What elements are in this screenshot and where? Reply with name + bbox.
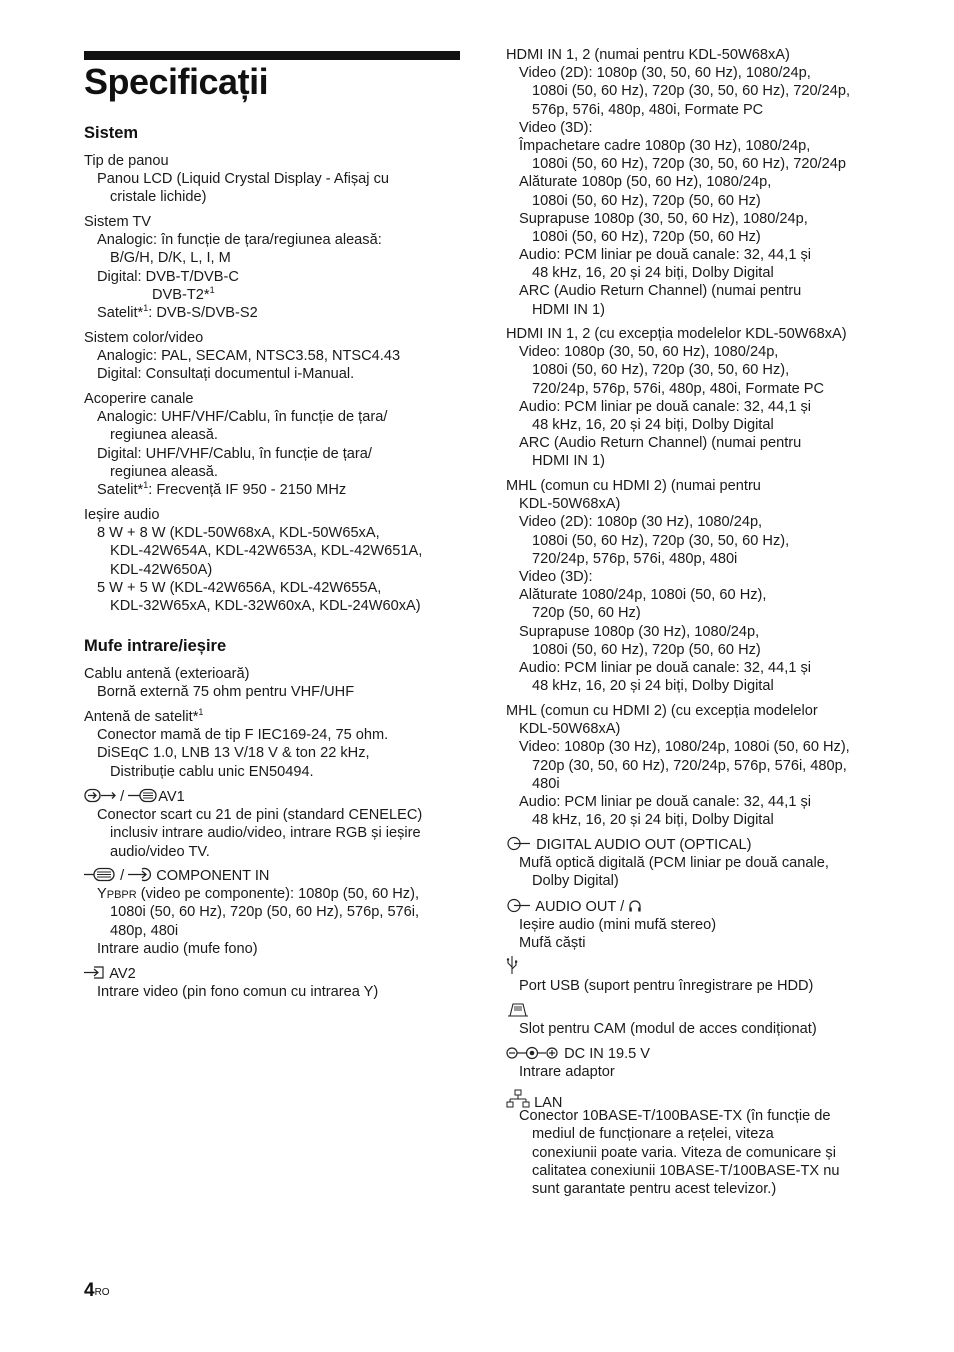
headphones-icon bbox=[628, 899, 642, 913]
cam-slot-icon bbox=[506, 1002, 528, 1018]
audio-output-icon bbox=[506, 898, 532, 913]
spec-acoperire-canale: Acoperire canale Analogic: UHF/VHF/Cablu, în funcție de țara/ regiunea aleasă. Digital: UHF/VHF/Cablu, în funcție de țara/ regiunea aleasă. Satelit*$^1$: Frecvență IF 950 - 2150 MHz bbox=[84, 391, 388, 498]
spec-mhl-50w68: MHL (comun cu HDMI 2) (numai pentru KDL-50W68xA) Video (2D): 1080p (30 Hz), 1080/24p, 1080i (50, 60 Hz), 720p (30, 50, 60 Hz), 720/24p, 576p, 576i, 480p, 480i Video (3D): Alăturate 1080/24p, 1080i (50, 60 Hz), 720p (50, 60 Hz) Suprapuse 1080p (30 Hz), 1080/24p, 1080i (50, 60 Hz), 720p (50, 60 Hz) Audio: PCM liniar pe două canale: 32, 44,1 și 48 kHz, 16, 20 și 24 biți, Dolby Digital bbox=[506, 478, 812, 695]
video-input-icon bbox=[128, 867, 156, 882]
spec-dc-in: DC IN 19.5 V Intrare adaptor bbox=[506, 1045, 650, 1081]
spec-tip-panou: Tip de panou Panou LCD (Liquid Crystal Display - Afișaj cu cristale lichide) bbox=[84, 153, 389, 206]
spec-av1: / AV1 Conector scart cu 21 de pini (standard CENELEC) inclusiv intrare audio/video, intrare RGB și ieșire audio/video TV. bbox=[84, 788, 422, 861]
spec-hdmi-others: HDMI IN 1, 2 (cu excepția modelelor KDL-50W68xA) Video: 1080p (30, 50, 60 Hz), 1080/24p, 1080i (50, 60 Hz), 720p (30, 50, 60 Hz), 720/24p, 576p, 576i, 480p, 480i, Formate PC Audio: PCM liniar pe două canale: 32, 44,1 și 48 kHz, 16, 20 și 24 biți, Dolby Digital ARC (Audio Return Channel) (numai pentru HDMI IN 1) bbox=[506, 326, 847, 470]
spec-sistem-color: Sistem color/video Analogic: PAL, SECAM, NTSC3.58, NTSC4.43 Digital: Consultați documentul i-Manual. bbox=[84, 330, 401, 383]
network-icon bbox=[506, 1089, 530, 1109]
spec-sistem-tv: Sistem TV Analogic: în funcție de țara/regiunea aleasă: B/G/H, D/K, L, I, M Digital: DVB-T/DVB-C DVB-T2*$^1$ Satelit*$^1$: DVB-S/DVB-S2 bbox=[84, 214, 382, 321]
scart-out-icon bbox=[128, 788, 158, 803]
spec-cablu-antena: Cablu antenă (exterioară) Bornă externă 75 ohm pentru VHF/UHF bbox=[84, 666, 355, 701]
spec-av2: AV2 Intrare video (pin fono comun cu intrarea Y) bbox=[84, 965, 378, 1001]
video-input-icon bbox=[84, 965, 106, 980]
spec-antena-satelit: Antenă de satelit*$^1$ Conector mamă de tip F IEC169-24, 75 ohm. DiSEqC 1.0, LNB 13 V/18 V & ton 22 kHz, Distribuție cablu unic EN50494. bbox=[84, 707, 389, 780]
spec-lan: LAN Conector 10BASE-T/100BASE-TX (în funcție de mediul de funcționare a rețelei, viteza conexiunii poate varia. Viteza de comunicare și calitatea conexiunii 10BASE-T/100BASE-TX nu sunt garantate pentru acest televizor.) bbox=[506, 1089, 839, 1198]
dc-polarity-icon bbox=[506, 1046, 560, 1060]
section-heading-mufe: Mufe intrare/ieșire bbox=[84, 637, 227, 655]
section-heading-sistem: Sistem bbox=[84, 124, 139, 142]
scart-in-out-icon bbox=[84, 788, 116, 803]
page-title: Specificații bbox=[84, 61, 269, 102]
optical-output-icon bbox=[506, 836, 532, 851]
spec-component-in: / COMPONENT IN YPBPR (video pe componente): 1080p (50, 60 Hz), 1080i (50, 60 Hz), 720p (50, 60 Hz), 576p, 576i, 480p, 480i Intrare audio (mufe fono) bbox=[84, 867, 419, 958]
spec-digital-audio-out: DIGITAL AUDIO OUT (OPTICAL) Mufă optică digitală (PCM liniar pe două canale, Dolby Digital) bbox=[506, 836, 829, 891]
usb-icon bbox=[506, 955, 518, 975]
page-number: $4^{RO}$ bbox=[84, 1280, 110, 1301]
spec-cam-slot: Slot pentru CAM (modul de acces condiționat) bbox=[506, 1002, 817, 1038]
spec-hdmi-50w68: HDMI IN 1, 2 (numai pentru KDL-50W68xA) Video (2D): 1080p (30, 50, 60 Hz), 1080/24p, 1080i (50, 60 Hz), 720p (30, 50, 60 Hz), 720/24p, 576p, 576i, 480p, 480i, Formate PC Video (3D): Împachetare cadre 1080p (30 Hz), 1080/24p, 1080i (50, 60 Hz), 720p (30, 50, 60 Hz), 720/24p Alăturate 1080p (50, 60 Hz), 1080/24p, 1080i (50, 60 Hz), 720p (50, 60 Hz) Suprapuse 1080p (30, 50, 60 Hz), 1080/24p, 1080i (50, 60 Hz), 720p (50, 60 Hz) Audio: PCM liniar pe două canale: 32, 44,1 și 48 kHz, 16, 20 și 24 biți, Dolby Digital ARC (Audio Return Channel) (numai pentru HDMI IN 1) bbox=[506, 47, 851, 318]
spec-audio-out: AUDIO OUT / Ieșire audio (mini mufă stereo) Mufă căști bbox=[506, 898, 716, 953]
spec-mhl-others: MHL (comun cu HDMI 2) (cu excepția modelelor KDL-50W68xA) Video: 1080p (30 Hz), 1080/24p, 1080i (50, 60 Hz), 720p (30, 50, 60 Hz), 720/24p, 576p, 576i, 480p, 480i Audio: PCM liniar pe două canale: 32, 44,1 și 48 kHz, 16, 20 și 24 biți, Dolby Digital bbox=[506, 703, 850, 829]
spec-usb: Port USB (suport pentru înregistrare pe HDD) bbox=[506, 955, 813, 995]
component-input-icon bbox=[84, 867, 116, 882]
spec-iesire-audio: Ieșire audio 8 W + 8 W (KDL-50W68xA, KDL-50W65xA, KDL-42W654A, KDL-42W653A, KDL-42W651A, KDL-42W650A) 5 W + 5 W (KDL-42W656A, KDL-42W655A, KDL-32W65xA, KDL-32W60xA, KDL-24W60xA) bbox=[84, 507, 423, 614]
